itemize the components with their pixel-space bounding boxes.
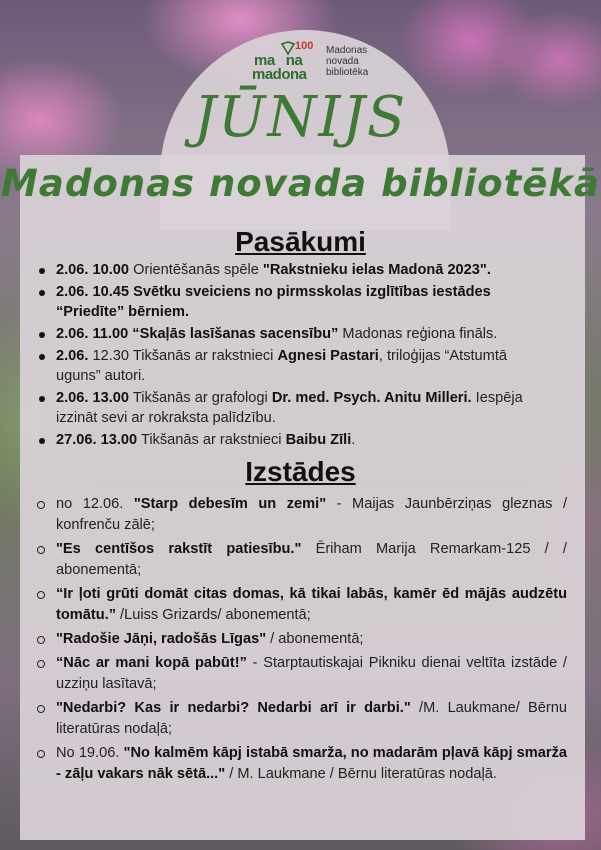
list-item: 2.06. 13.00 Tikšanās ar grafologi Dr. med. Psych. Anitu Milleri. Iespēja izzināt sevi ar rokraksta palīdzību. (32, 388, 552, 428)
list-item: No 19.06. "No kalmēm kāpj istabā smarža, no madarām pļavā kāpj smarža - zāļu vakars nāk sētā..." / M. Laukmane / Bērnu literatūras nodaļā. (32, 743, 567, 785)
list-item: "Es centīšos rakstīt patiesību." Ēriham Marija Remarkam-125 / / abonementā; (32, 539, 567, 581)
logo-caption: Madonas novada bibliotēka (326, 44, 369, 78)
exhibitions-list (32, 494, 567, 788)
month-title: JŪNIJS (193, 85, 408, 150)
list-item: 2.06. 11.00 “Skaļās lasīšanas sacensību” Madonas reģiona fināls. (32, 324, 552, 344)
list-item: 27.06. 13.00 Tikšanās ar rakstnieci Baibu Zīli. (32, 430, 552, 450)
events-list (32, 260, 552, 452)
exhibitions-heading: Izstādes (245, 456, 356, 487)
library-subtitle: Madonas novada bibliotēkā (1, 162, 600, 205)
logo-word-bottom: madona (252, 66, 307, 83)
list-item: “Ir ļoti grūti domāt citas domas, kā tikai labās, kamēr ēd mājās audzētu tomātu.” /Luiss Grizards/ abonementā; (32, 584, 567, 626)
list-item: 2.06. 12.30 Tikšanās ar rakstnieci Agnesi Pastari, triloģijas “Atstumtā uguns” autori. (32, 346, 552, 386)
logo-100-badge: 100 (295, 40, 314, 52)
logo-word-top: ma na (254, 52, 303, 69)
list-item: “Nāc ar mani kopā pabūt!” - Starptautiskajai Pikniku dienai veltīta izstāde / uzziņu lasītavā; (32, 653, 567, 695)
list-item: 2.06. 10.00 Orientēšanās spēle "Rakstnieku ielas Madonā 2023". (32, 260, 552, 280)
list-item: "Radošie Jāņi, radošās Līgas" / abonementā; (32, 629, 567, 650)
list-item: no 12.06. "Starp debesīm un zemi" - Maijas Jaunbērziņas gleznas / konfrenču zālē; (32, 494, 567, 536)
list-item: 2.06. 10.45 Svētku sveiciens no pirmsskolas izglītības iestādes “Priedīte” bērniem. (32, 282, 552, 322)
events-heading: Pasākumi (235, 226, 366, 257)
logo-mark (250, 38, 322, 84)
list-item: "Nedarbi? Kas ir nedarbi? Nedarbi arī ir darbi." /M. Laukmane/ Bērnu literatūras nodaļā; (32, 698, 567, 740)
library-logo (250, 38, 400, 84)
